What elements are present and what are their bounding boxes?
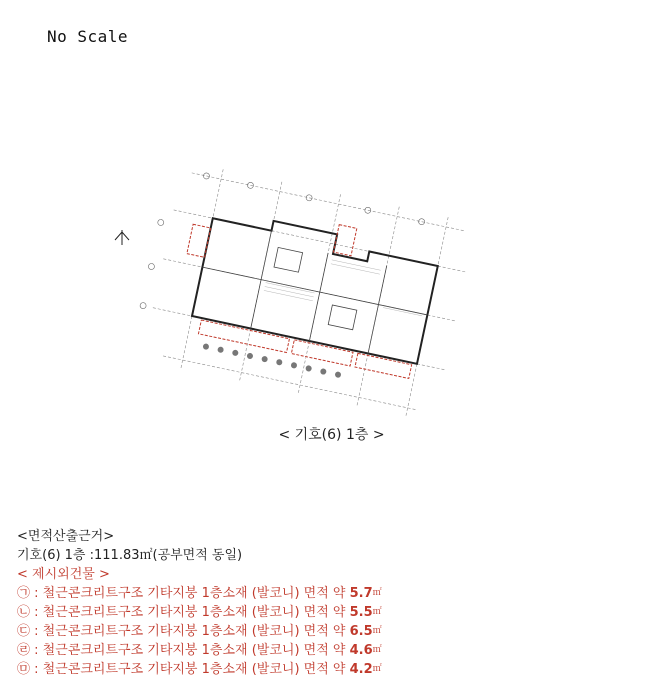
list-item [17,584,382,603]
item-area-value: 6.5 [349,624,373,639]
dimension-circles [140,165,426,362]
grid-lines [141,161,477,420]
item-unit: ㎡ [372,626,382,636]
landscape-dots [202,343,341,378]
item-unit: ㎡ [372,664,382,674]
item-desc: : 철근콘크리트구조 기타지붕 1층소재 (발코니) 면적 약 [30,605,350,620]
scale-label: No Scale [47,27,129,46]
north-arrow-icon [115,230,129,245]
list-item [17,660,382,679]
notes-header: <면적산출근거> [17,529,115,544]
item-area-value: 5.7 [349,586,373,601]
floor-plan-drawing [110,160,510,420]
extra-buildings-title: < 제시외건물 > [17,567,110,582]
item-unit: ㎡ [372,645,382,655]
item-area-value: 5.5 [349,605,373,620]
item-desc: : 철근콘크리트구조 기타지붕 1층소재 (발코니) 면적 약 [30,662,350,677]
list-item [17,622,382,641]
item-unit: ㎡ [372,607,382,617]
list-item [17,603,382,622]
drawing-caption: < 기호(6) 1층 > [278,427,385,443]
item-desc: : 철근콘크리트구조 기타지붕 1층소재 (발코니) 면적 약 [30,624,350,639]
item-symbol: ㉢ [17,624,31,639]
item-symbol: ㉣ [17,643,31,658]
area-calculation: 기호(6) 1층 :111.83㎡(공부면적 동일) [17,548,243,563]
area-notes [17,527,382,679]
item-desc: : 철근콘크리트구조 기타지붕 1층소재 (발코니) 면적 약 [30,643,350,658]
item-symbol: ㉤ [17,662,31,677]
item-symbol: ㉡ [17,605,31,620]
list-item [17,641,382,660]
item-unit: ㎡ [372,588,382,598]
item-area-value: 4.6 [349,643,373,658]
item-symbol: ㉠ [17,586,31,601]
item-area-value: 4.2 [349,662,373,677]
item-desc: : 철근콘크리트구조 기타지붕 1층소재 (발코니) 면적 약 [30,586,350,601]
